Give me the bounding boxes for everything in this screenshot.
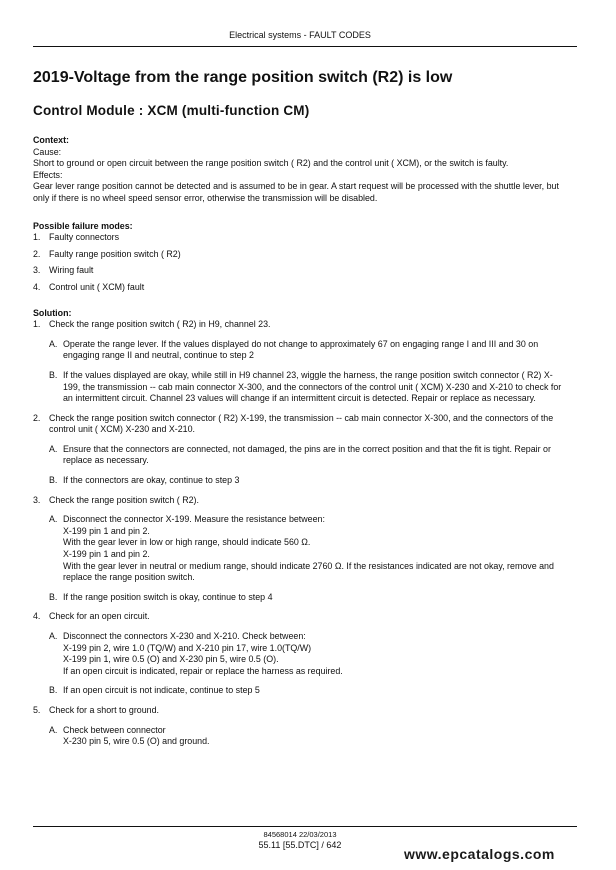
- failure-mode-item: [33, 232, 567, 244]
- step-3-substep-a: [33, 514, 567, 584]
- step-text: Check for an open circuit.: [49, 611, 150, 622]
- step-number: 5.: [33, 704, 41, 715]
- substep-text: If an open circuit is not indicate, continue to step 5: [63, 685, 260, 696]
- substep-letter: A.: [49, 514, 58, 525]
- fault-title: 2019-Voltage from the range position switch (R2) is low: [33, 69, 453, 86]
- substep-line: With the gear lever in neutral or medium range, should indicate 2760 Ω. If the resistances indicated are not okay, remove and replace the range position switch.: [63, 560, 554, 583]
- substep-line: Disconnect the connectors X-230 and X-210. Check between:: [63, 631, 306, 641]
- item-number: 2.: [33, 248, 41, 259]
- failure-modes-heading: Possible failure modes:: [33, 220, 133, 231]
- footer-rule: [33, 826, 577, 827]
- solution-step-2: [33, 413, 567, 436]
- step-4-substep-b: [33, 685, 567, 697]
- solution-step-4: [33, 611, 567, 623]
- solution-heading: Solution:: [33, 307, 72, 318]
- substep-letter: B.: [49, 475, 58, 486]
- step-number: 2.: [33, 412, 41, 423]
- header-rule: [33, 46, 577, 47]
- substep-line: If an open circuit is indicated, repair or replace the harness as required.: [63, 665, 343, 676]
- substep-letter: A.: [49, 443, 58, 454]
- step-2-substep-b: [33, 475, 567, 487]
- substep-line: X-230 pin 5, wire 0.5 (O) and ground.: [63, 736, 210, 747]
- step-text: Check the range position switch connector ( R2) X-199, the transmission -- cab main connector X-300, and the connectors of the control unit ( XCM) X-230 and X-210.: [49, 412, 554, 435]
- failure-mode-item: [33, 282, 567, 294]
- step-number: 3.: [33, 494, 41, 505]
- item-number: 1.: [33, 232, 41, 243]
- substep-line: With the gear lever in low or high range, should indicate 560 Ω.: [63, 537, 311, 548]
- step-text: Check the range position switch ( R2) in H9, channel 23.: [49, 319, 271, 330]
- step-1-substep-a: [33, 339, 567, 362]
- step-text: Check the range position switch ( R2).: [49, 494, 199, 505]
- step-3-substep-b: [33, 592, 567, 604]
- footer-page-ref: 55.11 [55.DTC] / 642: [258, 840, 342, 850]
- substep-letter: A.: [49, 338, 58, 349]
- context-label: Context:: [33, 135, 69, 145]
- substep-line: X-199 pin 1 and pin 2.: [63, 549, 150, 560]
- step-4-substep-a: [33, 631, 567, 677]
- substep-text: If the range position switch is okay, continue to step 4: [63, 591, 273, 602]
- effects-text: Gear lever range position cannot be detected and is assumed to be in gear. A start request will be processed with the shuttle lever, but only if there is no wheel speed sensor error, otherwise the transmission will be disabled.: [33, 181, 559, 203]
- item-text: Faulty connectors: [49, 232, 120, 243]
- substep-text: If the connectors are okay, continue to step 3: [63, 475, 240, 486]
- substep-line: X-199 pin 1 and pin 2.: [63, 525, 150, 536]
- substep-line: Check between connector: [63, 724, 166, 735]
- solution-step-5: [33, 705, 567, 717]
- item-number: 4.: [33, 281, 41, 292]
- watermark: www.epcatalogs.com: [404, 846, 555, 862]
- step-number: 4.: [33, 611, 41, 622]
- substep-letter: A.: [49, 724, 58, 735]
- item-text: Wiring fault: [49, 265, 94, 276]
- substep-text: If the values displayed are okay, while still in H9 channel 23, wiggle the harness, the range position switch connector ( R2) X-199, the transmission -- cab main connector X-300, and the connectors of the control unit ( XCM) X-230 and X-210 to check for an intermittent circuit. Channel 23 values will change if an intermittent circuit is detected. Repair or replace as necessary.: [63, 369, 562, 404]
- cause-label: Cause:: [33, 146, 62, 157]
- substep-letter: B.: [49, 685, 58, 696]
- substep-text: Operate the range lever. If the values displayed do not change to approximately 67 on engaging range I and III and 30 on engaging range II and neutral, continue to step 2: [63, 338, 539, 361]
- cause-text: Short to ground or open circuit between the range position switch ( R2) and the control unit ( XCM), or the switch is faulty.: [33, 158, 509, 169]
- solution-step-1: [33, 319, 567, 331]
- substep-line: X-199 pin 2, wire 1.0 (TQ/W) and X-210 pin 17, wire 1.0(TQ/W): [63, 642, 312, 653]
- substep-letter: B.: [49, 591, 58, 602]
- page-header: Electrical systems - FAULT CODES: [229, 30, 371, 40]
- item-number: 3.: [33, 265, 41, 276]
- substep-line: Disconnect the connector X-199. Measure the resistance between:: [63, 514, 325, 525]
- footer-doc-id: 84568014 22/03/2013: [263, 830, 337, 839]
- content: [33, 135, 567, 756]
- substep-letter: A.: [49, 631, 58, 641]
- item-text: Control unit ( XCM) fault: [49, 281, 145, 292]
- control-module-heading: Control Module : XCM (multi-function CM): [33, 103, 310, 118]
- step-text: Check for a short to ground.: [49, 704, 160, 715]
- failure-mode-item: [33, 265, 567, 277]
- item-text: Faulty range position switch ( R2): [49, 248, 181, 259]
- step-2-substep-a: [33, 444, 567, 467]
- step-1-substep-b: [33, 370, 567, 405]
- solution-step-3: [33, 495, 567, 507]
- failure-mode-item: [33, 249, 567, 261]
- step-number: 1.: [33, 319, 41, 330]
- substep-text: Ensure that the connectors are connected, not damaged, the pins are in the correct position and that the fit is tight. Repair or replace as necessary.: [63, 443, 551, 466]
- step-5-substep-a: [33, 725, 567, 748]
- effects-label: Effects:: [33, 169, 63, 180]
- substep-line: X-199 pin 1, wire 0.5 (O) and X-230 pin 5, wire 0.5 (O).: [63, 654, 279, 665]
- substep-letter: B.: [49, 369, 58, 380]
